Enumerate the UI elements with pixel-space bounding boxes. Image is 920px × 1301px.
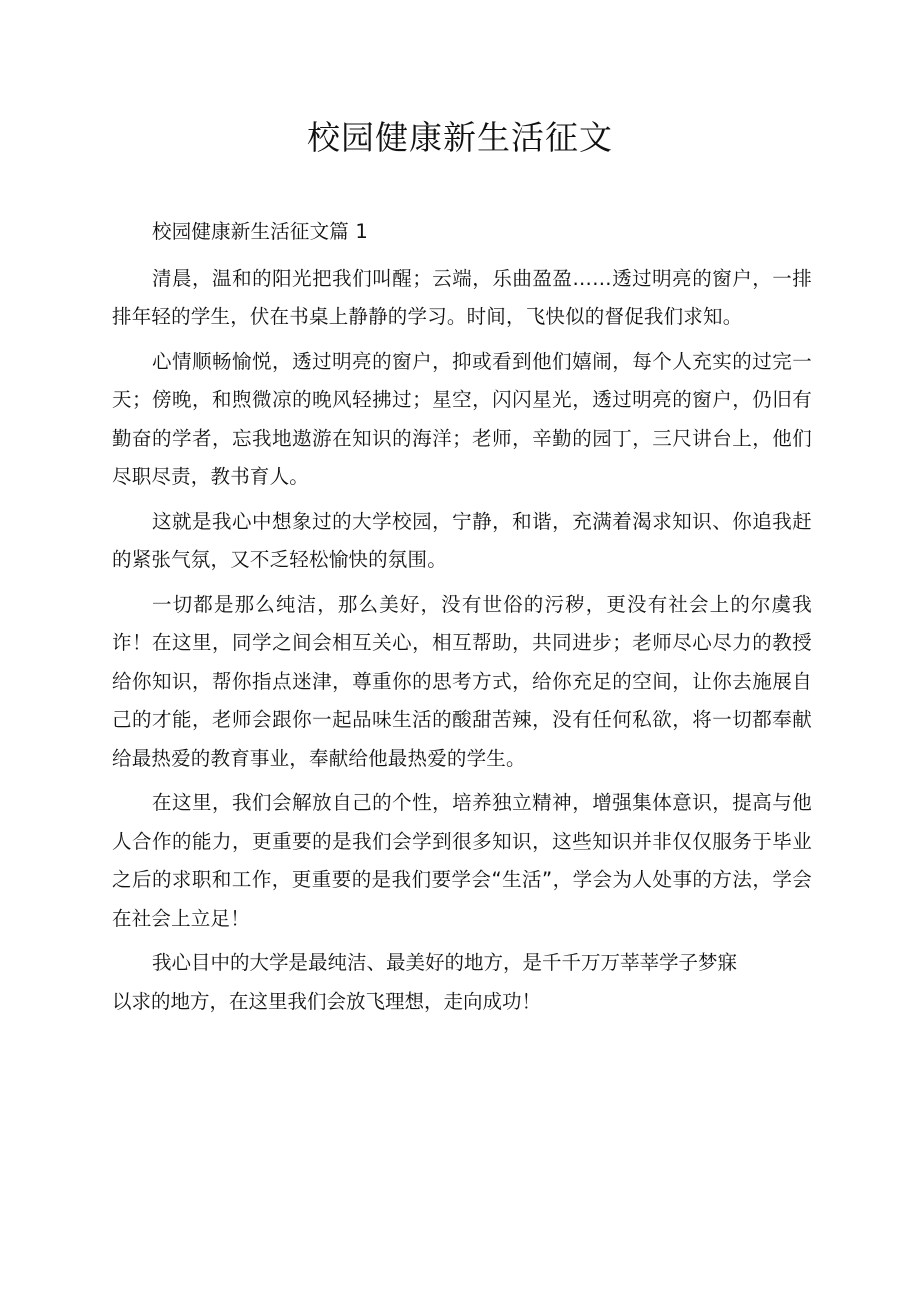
paragraph-2: 心情顺畅愉悦，透过明亮的窗户，抑或看到他们嬉闹，每个人充实的过完一天；傍晚，和煦微凉的晚风轻拂过；星空，闪闪星光，透过明亮的窗户，仍旧有勤奋的学者，忘我地遨游在知识的海洋；老师，辛勤的园丁，三尺讲台上，他们尽职尽责，教书育人。 [112, 349, 812, 488]
paragraph-4: 一切都是那么纯洁，那么美好，没有世俗的污秽，更没有社会上的尔虞我诈！在这里，同学之间会相互关心，相互帮助，共同进步；老师尽心尽力的教授给你知识，帮你指点迷津，尊重你的思考方式，给你充足的空间，让你去施展自己的才能，老师会跟你一起品味生活的酸甜苦辣，没有任何私欲，将一切都奉献给最热爱的教育事业，奉献给他最热爱的学生。 [112, 592, 812, 770]
document-body [112, 213, 812, 1021]
paragraph-1: 清晨，温和的阳光把我们叫醒；云端，乐曲盈盈……透过明亮的窗户，一排排年轻的学生，伏在书桌上静静的学习。时间，飞快似的督促我们求知。 [112, 266, 812, 328]
section-heading: 校园健康新生活征文篇 1 [152, 220, 369, 243]
final-paragraph-line-1: 我心目中的大学是最纯洁、最美好的地方，是千千万万莘莘学子梦寐 [152, 951, 738, 974]
paragraph-5: 在这里，我们会解放自己的个性，培养独立精神，增强集体意识，提高与他人合作的能力，更重要的是我们会学到很多知识，这些知识并非仅仅服务于毕业之后的求职和工作，更重要的是我们要学会“生活”，学会为人处事的方法，学会在社会上立足！ [112, 791, 812, 930]
final-paragraph [112, 944, 812, 1021]
document-title: 校园健康新生活征文 [307, 118, 613, 157]
final-paragraph-line-2: 以求的地方，在这里我们会放飞理想，走向成功！ [112, 989, 542, 1013]
paragraph-3: 这就是我心中想象过的大学校园，宁静，和谐，充满着渴求知识、你追我赶的紧张气氛，又不乏轻松愉快的氛围。 [112, 509, 812, 571]
